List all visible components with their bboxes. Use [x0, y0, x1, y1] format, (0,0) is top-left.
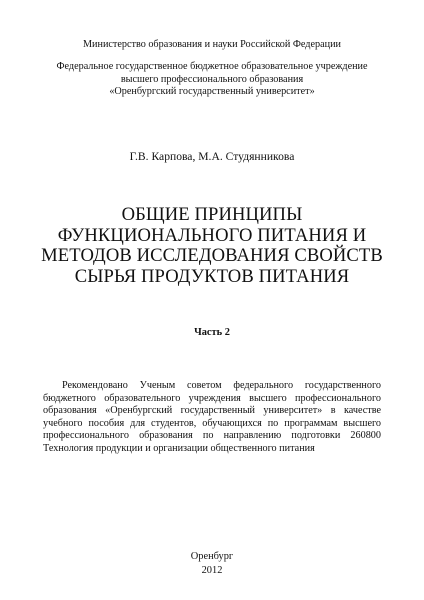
title-line-4: СЫРЬЯ ПРОДУКТОВ ПИТАНИЯ [74, 265, 350, 287]
publication-city: Оренбург [190, 551, 234, 562]
university-line-1: Федеральное государственное бюджетное образовательное учреждение [56, 61, 368, 72]
title-line-2: ФУНКЦИОНАЛЬНОГО ПИТАНИЯ И [57, 224, 367, 246]
part-number: Часть 2 [194, 327, 230, 338]
university-name [20, 61, 404, 99]
recommendation-text: Рекомендовано Ученым советом федерального государственного бюджетного образовательного учреждения высшего профессионального образования «Оренбургский государственный университет» в качестве учебного пособия для студентов, обучающихся по программам высшего профессионального образования по направлению подготовки 260800 Технология продукции и организации общественного питания [43, 380, 381, 454]
title-line-1: ОБЩИЕ ПРИНЦИПЫ [121, 204, 303, 225]
book-title [20, 205, 404, 287]
ministry-name: Министерство образования и науки Российской Федерации [82, 39, 341, 50]
university-line-3: «Оренбургский государственный университет» [109, 86, 315, 98]
publication-year: 2012 [201, 565, 223, 576]
university-line-2: высшего профессионального образования [120, 73, 304, 85]
authors: Г.В. Карпова, М.А. Студянникова [129, 150, 295, 163]
title-line-3: МЕТОДОВ ИССЛЕДОВАНИЯ СВОЙСТВ [41, 245, 383, 266]
